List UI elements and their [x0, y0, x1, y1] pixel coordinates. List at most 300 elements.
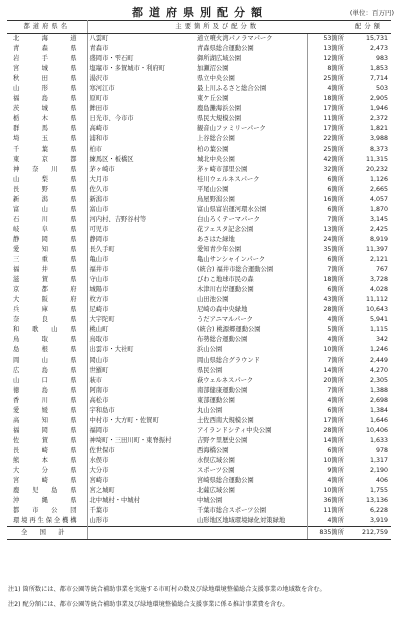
- table-row: [7, 64, 391, 74]
- park-cell: 東ケ丘公園: [197, 95, 229, 103]
- table-row: [7, 245, 391, 255]
- park-cell: あさはた緑地: [197, 235, 235, 243]
- city-cell: 宮之城町: [89, 487, 115, 495]
- park-cell: 吉野ケ里歴史公園: [197, 436, 248, 444]
- header-prefecture: 都道府県名: [7, 21, 87, 34]
- prefecture-cell: 富山県: [7, 205, 87, 215]
- amount-cell: 1,821: [369, 125, 388, 133]
- table-row: [7, 386, 391, 396]
- city-cell: 寒河江市: [89, 85, 115, 93]
- table-row: [7, 305, 391, 315]
- table-row: [7, 376, 391, 386]
- park-cell: びわこ地球市民の森: [197, 276, 254, 284]
- total-label: 全国計: [7, 527, 87, 540]
- amount-cell: 2,190: [369, 467, 388, 475]
- city-cell: 長久手町: [89, 245, 115, 253]
- prefecture-cell: 徳島県: [7, 386, 87, 396]
- prefecture-cell: 山梨県: [7, 175, 87, 185]
- table-row: [7, 255, 391, 265]
- unit-label: (単位：百万円): [349, 9, 394, 17]
- prefecture-cell: 茨城県: [7, 104, 87, 114]
- table-row: [7, 506, 391, 516]
- city-cell: 柏市: [89, 145, 103, 153]
- amount-cell: 2,665: [369, 185, 388, 193]
- prefecture-cell: 高知県: [7, 416, 87, 426]
- amount-cell: 20,232: [365, 165, 388, 173]
- table-row: [7, 315, 391, 325]
- total-count: 835箇所: [307, 527, 347, 540]
- prefecture-cell: 愛知県: [7, 245, 87, 255]
- park-cell: 上谷総合公園: [197, 135, 235, 143]
- city-cell: 鳥取市: [89, 336, 109, 344]
- park-cell: 観音山ファミリーパーク: [197, 125, 266, 133]
- prefecture-cell: 新潟県: [7, 195, 87, 205]
- prefecture-cell: 山口県: [7, 376, 87, 386]
- amount-cell: 10,643: [365, 306, 388, 314]
- amount-cell: 3,988: [369, 135, 388, 143]
- table-row: [7, 496, 391, 506]
- amount-cell: 1,870: [369, 205, 388, 213]
- table-row: [7, 275, 391, 285]
- prefecture-cell: 宮崎県: [7, 476, 87, 486]
- table-row: [7, 145, 391, 155]
- table-row: [7, 325, 391, 335]
- prefecture-cell: 鹿児島県: [7, 486, 87, 496]
- park-cell: 桂川ウェルネスパーク: [197, 175, 260, 183]
- city-cell: 大分市: [89, 467, 109, 475]
- prefecture-cell: 長野県: [7, 185, 87, 195]
- city-cell: 山形市: [89, 517, 109, 525]
- amount-cell: 1,126: [369, 175, 388, 183]
- park-cell: 土佐西南大規模公園: [197, 416, 254, 424]
- city-cell: 原町市: [89, 95, 109, 103]
- park-cell: 県民公園: [197, 366, 223, 374]
- count-cell: 11箇所: [307, 506, 347, 516]
- city-cell: 富山市: [89, 205, 109, 213]
- city-cell: 守山市: [89, 276, 109, 284]
- prefecture-cell: 福岡県: [7, 426, 87, 436]
- prefecture-cell: 東京都: [7, 155, 87, 165]
- prefecture-cell: 北海道: [7, 34, 87, 45]
- amount-cell: 983: [375, 55, 388, 63]
- park-cell: 山形地区地域環境緑化対策緑地: [197, 517, 286, 525]
- count-cell: 14箇所: [307, 366, 347, 376]
- footnotes: [8, 582, 394, 612]
- prefecture-cell: 都市公団: [7, 506, 87, 516]
- prefecture-cell: 福島県: [7, 94, 87, 104]
- count-cell: 36箇所: [307, 496, 347, 506]
- park-cell: 丸山公園: [197, 406, 223, 414]
- amount-cell: 11,397: [365, 245, 388, 253]
- count-cell: 18箇所: [307, 275, 347, 285]
- amount-cell: 5,941: [369, 316, 388, 324]
- prefecture-cell: 神奈川県: [7, 165, 87, 175]
- table-row: [7, 104, 391, 114]
- count-cell: 6箇所: [307, 406, 347, 416]
- prefecture-cell: 長崎県: [7, 446, 87, 456]
- city-cell: 枚方市: [89, 296, 109, 304]
- amount-cell: 11,112: [365, 296, 388, 304]
- city-cell: 河内村、吉野谷村等: [89, 215, 147, 223]
- park-cell: 県立中央公園: [197, 75, 235, 83]
- city-cell: 中村市・大方町・佐賀町: [89, 416, 159, 424]
- prefecture-cell: 島根県: [7, 345, 87, 355]
- count-cell: 25箇所: [307, 74, 347, 84]
- prefecture-cell: 岡山県: [7, 356, 87, 366]
- count-cell: 43箇所: [307, 295, 347, 305]
- count-cell: 11箇所: [307, 114, 347, 124]
- city-cell: 大月市: [89, 175, 109, 183]
- count-cell: 6箇所: [307, 255, 347, 265]
- table-row: [7, 205, 391, 215]
- table-row: [7, 34, 391, 45]
- park-cell: 城北中央公園: [197, 155, 235, 163]
- total-amount: 212,759: [347, 527, 391, 540]
- amount-cell: 2,449: [369, 356, 388, 364]
- amount-cell: 10,406: [365, 426, 388, 434]
- amount-cell: 1,853: [369, 65, 388, 73]
- park-cell: 岡山県総合グラウンド: [197, 356, 260, 364]
- park-cell: 北薩広域公園: [197, 487, 235, 495]
- city-cell: 八雲町: [89, 35, 109, 42]
- table-row: [7, 516, 391, 527]
- table-row: [7, 356, 391, 366]
- prefecture-cell: 京都府: [7, 285, 87, 295]
- park-cell: 宮崎県総合運動公園: [197, 477, 254, 485]
- allocation-table-container: [7, 20, 391, 540]
- count-cell: 8箇所: [307, 64, 347, 74]
- city-cell: 高松市: [89, 396, 109, 404]
- count-cell: 20箇所: [307, 376, 347, 386]
- park-cell: 愛知青少年公園: [197, 245, 242, 253]
- table-header-row: [7, 21, 391, 34]
- park-cell: スポーツ公園: [197, 467, 235, 475]
- prefecture-cell: 鳥取県: [7, 335, 87, 345]
- prefecture-cell: 静岡県: [7, 235, 87, 245]
- amount-cell: 1,946: [369, 105, 388, 113]
- table-row: [7, 165, 391, 175]
- total-row: [7, 527, 391, 540]
- count-cell: 10箇所: [307, 456, 347, 466]
- count-cell: 4箇所: [307, 84, 347, 94]
- count-cell: 13箇所: [307, 44, 347, 54]
- table-row: [7, 185, 391, 195]
- amount-cell: 6,228: [369, 507, 388, 515]
- city-cell: 萩市: [89, 376, 103, 384]
- count-cell: 24箇所: [307, 235, 347, 245]
- amount-cell: 2,121: [369, 256, 388, 264]
- count-cell: 14箇所: [307, 436, 347, 446]
- amount-cell: 3,919: [369, 517, 388, 525]
- park-cell: 東部運動公園: [197, 396, 235, 404]
- park-cell: 布勢総合運動公園: [197, 336, 248, 344]
- count-cell: 5箇所: [307, 325, 347, 335]
- prefecture-cell: 岩手県: [7, 54, 87, 64]
- park-cell: (統合) 福井市総合運動公園: [197, 266, 274, 274]
- count-cell: 28箇所: [307, 426, 347, 436]
- city-cell: 盛岡市・雫石町: [89, 55, 134, 63]
- city-cell: 佐世保市: [89, 446, 115, 454]
- amount-cell: 1,317: [369, 456, 388, 464]
- amount-cell: 1,633: [369, 436, 388, 444]
- park-cell: 鹿島灘海浜公園: [197, 105, 242, 113]
- count-cell: 16箇所: [307, 195, 347, 205]
- count-cell: 22箇所: [307, 134, 347, 144]
- count-cell: 35箇所: [307, 245, 347, 255]
- count-cell: 6箇所: [307, 205, 347, 215]
- count-cell: 4箇所: [307, 315, 347, 325]
- table-row: [7, 265, 391, 275]
- park-cell: 平尾山公園: [197, 185, 229, 193]
- count-cell: 7箇所: [307, 215, 347, 225]
- amount-cell: 3,145: [369, 215, 388, 223]
- count-cell: 4箇所: [307, 516, 347, 527]
- city-cell: 練馬区・板橋区: [89, 155, 134, 163]
- city-cell: 北中城村・中城村: [89, 497, 140, 505]
- page-title: 都道府県別配分額: [132, 6, 268, 19]
- prefecture-cell: 秋田県: [7, 74, 87, 84]
- table-row: [7, 124, 391, 134]
- count-cell: 18箇所: [307, 94, 347, 104]
- count-cell: 17箇所: [307, 124, 347, 134]
- count-cell: 12箇所: [307, 54, 347, 64]
- amount-cell: 4,057: [369, 195, 388, 203]
- prefecture-cell: 大分県: [7, 466, 87, 476]
- prefecture-cell: 栃木県: [7, 114, 87, 124]
- prefecture-cell: 宮城県: [7, 64, 87, 74]
- park-cell: うだアニマルパーク: [197, 316, 253, 324]
- header-amount: 配分額: [347, 21, 391, 34]
- amount-cell: 1,246: [369, 346, 388, 354]
- table-row: [7, 486, 391, 496]
- city-cell: 城陽市: [89, 286, 109, 294]
- city-cell: 佐久市: [89, 185, 109, 193]
- prefecture-cell: 三重県: [7, 255, 87, 265]
- table-row: [7, 175, 391, 185]
- park-cell: 中城公園: [197, 497, 223, 505]
- park-cell: 尼崎の森中央緑地: [197, 306, 248, 314]
- city-cell: 桃山町: [89, 326, 109, 334]
- park-cell: 水俣広域公園: [197, 456, 235, 464]
- prefecture-cell: 群馬県: [7, 124, 87, 134]
- city-cell: 宮崎市: [89, 477, 109, 485]
- park-cell: 鳥屋野潟公園: [197, 195, 235, 203]
- park-cell: 御所湖広域公園: [197, 55, 242, 63]
- city-cell: 静岡市: [89, 235, 109, 243]
- table-row: [7, 215, 391, 225]
- allocation-table: [7, 20, 391, 540]
- prefecture-cell: 愛媛県: [7, 406, 87, 416]
- amount-cell: 8,373: [369, 145, 388, 153]
- amount-cell: 406: [375, 477, 388, 485]
- city-cell: 神埼町・三田川町・東脊振村: [89, 436, 172, 444]
- count-cell: 42箇所: [307, 155, 347, 165]
- table-row: [7, 396, 391, 406]
- prefecture-cell: 大阪府: [7, 295, 87, 305]
- amount-cell: 1,755: [369, 487, 388, 495]
- count-cell: 7箇所: [307, 386, 347, 396]
- city-cell: 尼崎市: [89, 306, 109, 314]
- count-cell: 6箇所: [307, 185, 347, 195]
- park-cell: 県民大規模公園: [197, 115, 242, 123]
- prefecture-cell: 山形県: [7, 84, 87, 94]
- count-cell: 32箇所: [307, 165, 347, 175]
- amount-cell: 15,731: [365, 35, 388, 42]
- city-cell: 水俣市: [89, 456, 109, 464]
- city-cell: 鉾田市: [89, 105, 109, 113]
- total-empty-cities: [87, 527, 195, 540]
- table-row: [7, 476, 391, 486]
- park-cell: 萩ウェルネスパーク: [197, 376, 254, 384]
- city-cell: 宇和島市: [89, 406, 115, 414]
- prefecture-cell: 佐賀県: [7, 436, 87, 446]
- amount-cell: 503: [375, 85, 388, 93]
- park-cell: 浜山公園: [197, 346, 223, 354]
- table-row: [7, 466, 391, 476]
- count-cell: 25箇所: [307, 145, 347, 155]
- amount-cell: 8,919: [369, 235, 388, 243]
- table-row: [7, 54, 391, 64]
- city-cell: 福岡市: [89, 426, 109, 434]
- count-cell: 17箇所: [307, 104, 347, 114]
- prefecture-cell: 奈良県: [7, 315, 87, 325]
- amount-cell: 7,714: [369, 75, 388, 83]
- count-cell: 4箇所: [307, 396, 347, 406]
- amount-cell: 2,473: [369, 45, 388, 53]
- header-main-locations: 主要箇所及び配分数: [87, 21, 347, 34]
- table-row: [7, 456, 391, 466]
- prefecture-cell: 埼玉県: [7, 134, 87, 144]
- table-row: [7, 44, 391, 54]
- table-row: [7, 155, 391, 165]
- table-row: [7, 225, 391, 235]
- count-cell: 7箇所: [307, 356, 347, 366]
- park-cell: 千葉市総合スポーツ公園: [197, 507, 267, 515]
- amount-cell: 342: [375, 336, 388, 344]
- city-cell: 世羅町: [89, 366, 109, 374]
- prefecture-cell: 沖縄県: [7, 496, 87, 506]
- count-cell: 6箇所: [307, 285, 347, 295]
- count-cell: 4箇所: [307, 476, 347, 486]
- park-cell: 花フェスタ記念公園: [197, 225, 254, 233]
- park-cell: 最上川ふるさと総合公園: [197, 85, 267, 93]
- count-cell: 17箇所: [307, 416, 347, 426]
- count-cell: 6箇所: [307, 175, 347, 185]
- prefecture-cell: 青森県: [7, 44, 87, 54]
- table-row: [7, 114, 391, 124]
- city-cell: 岡山市: [89, 356, 109, 364]
- amount-cell: 2,305: [369, 376, 388, 384]
- city-cell: 福井市: [89, 266, 109, 274]
- park-cell: 道立噴火湾パノラマパーク: [197, 35, 273, 42]
- amount-cell: 978: [375, 446, 388, 454]
- footnote-2: 注2) 配分額には、都市公園等統合補助事業及び緑地環境整備総合支援事業に係る推計事業費を含む。: [8, 601, 289, 608]
- table-row: [7, 436, 391, 446]
- table-row: [7, 84, 391, 94]
- prefecture-cell: 千葉県: [7, 145, 87, 155]
- amount-cell: 3,728: [369, 276, 388, 284]
- count-cell: 7箇所: [307, 265, 347, 275]
- prefecture-cell: 熊本県: [7, 456, 87, 466]
- city-cell: 青森市: [89, 45, 109, 53]
- park-cell: 山田池公園: [197, 296, 229, 304]
- table-row: [7, 285, 391, 295]
- table-row: [7, 335, 391, 345]
- table-row: [7, 295, 391, 305]
- amount-cell: 2,372: [369, 115, 388, 123]
- city-cell: 高崎市: [89, 125, 109, 133]
- amount-cell: 2,425: [369, 225, 388, 233]
- prefecture-cell: 環境再生保全機構: [7, 516, 87, 527]
- amount-cell: 4,028: [369, 286, 388, 294]
- amount-cell: 1,384: [369, 406, 388, 414]
- park-cell: 木津川右岸運動公園: [197, 286, 254, 294]
- city-cell: 可児市: [89, 225, 109, 233]
- park-cell: (統合) 桃源郷運動公園: [197, 326, 261, 334]
- table-row: [7, 74, 391, 84]
- park-cell: 柏の葉公園: [197, 145, 229, 153]
- count-cell: 28箇所: [307, 305, 347, 315]
- count-cell: 6箇所: [307, 446, 347, 456]
- city-cell: 大宇陀町: [89, 316, 115, 324]
- table-row: [7, 345, 391, 355]
- total-empty-park: [195, 527, 307, 540]
- prefecture-cell: 広島県: [7, 366, 87, 376]
- count-cell: 10箇所: [307, 345, 347, 355]
- table-row: [7, 134, 391, 144]
- amount-cell: 2,698: [369, 396, 388, 404]
- city-cell: 日光市、今市市: [89, 115, 134, 123]
- city-cell: 阿南市: [89, 386, 109, 394]
- prefecture-cell: 兵庫県: [7, 305, 87, 315]
- table-row: [7, 195, 391, 205]
- park-cell: 亀山サンシャインパーク: [197, 256, 266, 264]
- table-row: [7, 416, 391, 426]
- amount-cell: 13,136: [365, 497, 388, 505]
- park-cell: 茅ヶ崎市部里公園: [197, 165, 248, 173]
- prefecture-cell: 福井県: [7, 265, 87, 275]
- amount-cell: 11,315: [365, 155, 388, 163]
- amount-cell: 1,646: [369, 416, 388, 424]
- amount-cell: 2,905: [369, 95, 388, 103]
- table-body: [7, 34, 391, 527]
- table-row: [7, 426, 391, 436]
- city-cell: 千葉市: [89, 507, 109, 515]
- city-cell: 浦和市: [89, 135, 109, 143]
- prefecture-cell: 岐阜県: [7, 225, 87, 235]
- park-cell: 南部健康運動公園: [197, 386, 248, 394]
- city-cell: 茅ヶ崎市: [89, 165, 115, 173]
- city-cell: 亀山市: [89, 256, 109, 264]
- city-cell: 湯沢市: [89, 75, 109, 83]
- amount-cell: 1,388: [369, 386, 388, 394]
- city-cell: 出雲市・大社町: [89, 346, 134, 354]
- count-cell: 9箇所: [307, 466, 347, 476]
- park-cell: 青森県総合運動公園: [197, 45, 254, 53]
- table-row: [7, 406, 391, 416]
- amount-cell: 4,270: [369, 366, 388, 374]
- city-cell: 塩竈市・多賀城市・利府町: [89, 65, 166, 73]
- footnote-1: 注1) 箇所数には、都市公園等統合補助事業を実施する市町村の数及び緑地環境整備総合支援事業の地域数を含む。: [8, 586, 326, 593]
- prefecture-cell: 石川県: [7, 215, 87, 225]
- amount-cell: 1,115: [369, 326, 388, 334]
- count-cell: 13箇所: [307, 225, 347, 235]
- count-cell: 10箇所: [307, 486, 347, 496]
- park-cell: 加瀬沼公園: [197, 65, 229, 73]
- table-row: [7, 235, 391, 245]
- park-cell: アイランドシティ中央公園: [197, 426, 272, 434]
- park-cell: 白山ろくテーマパーク: [197, 215, 260, 223]
